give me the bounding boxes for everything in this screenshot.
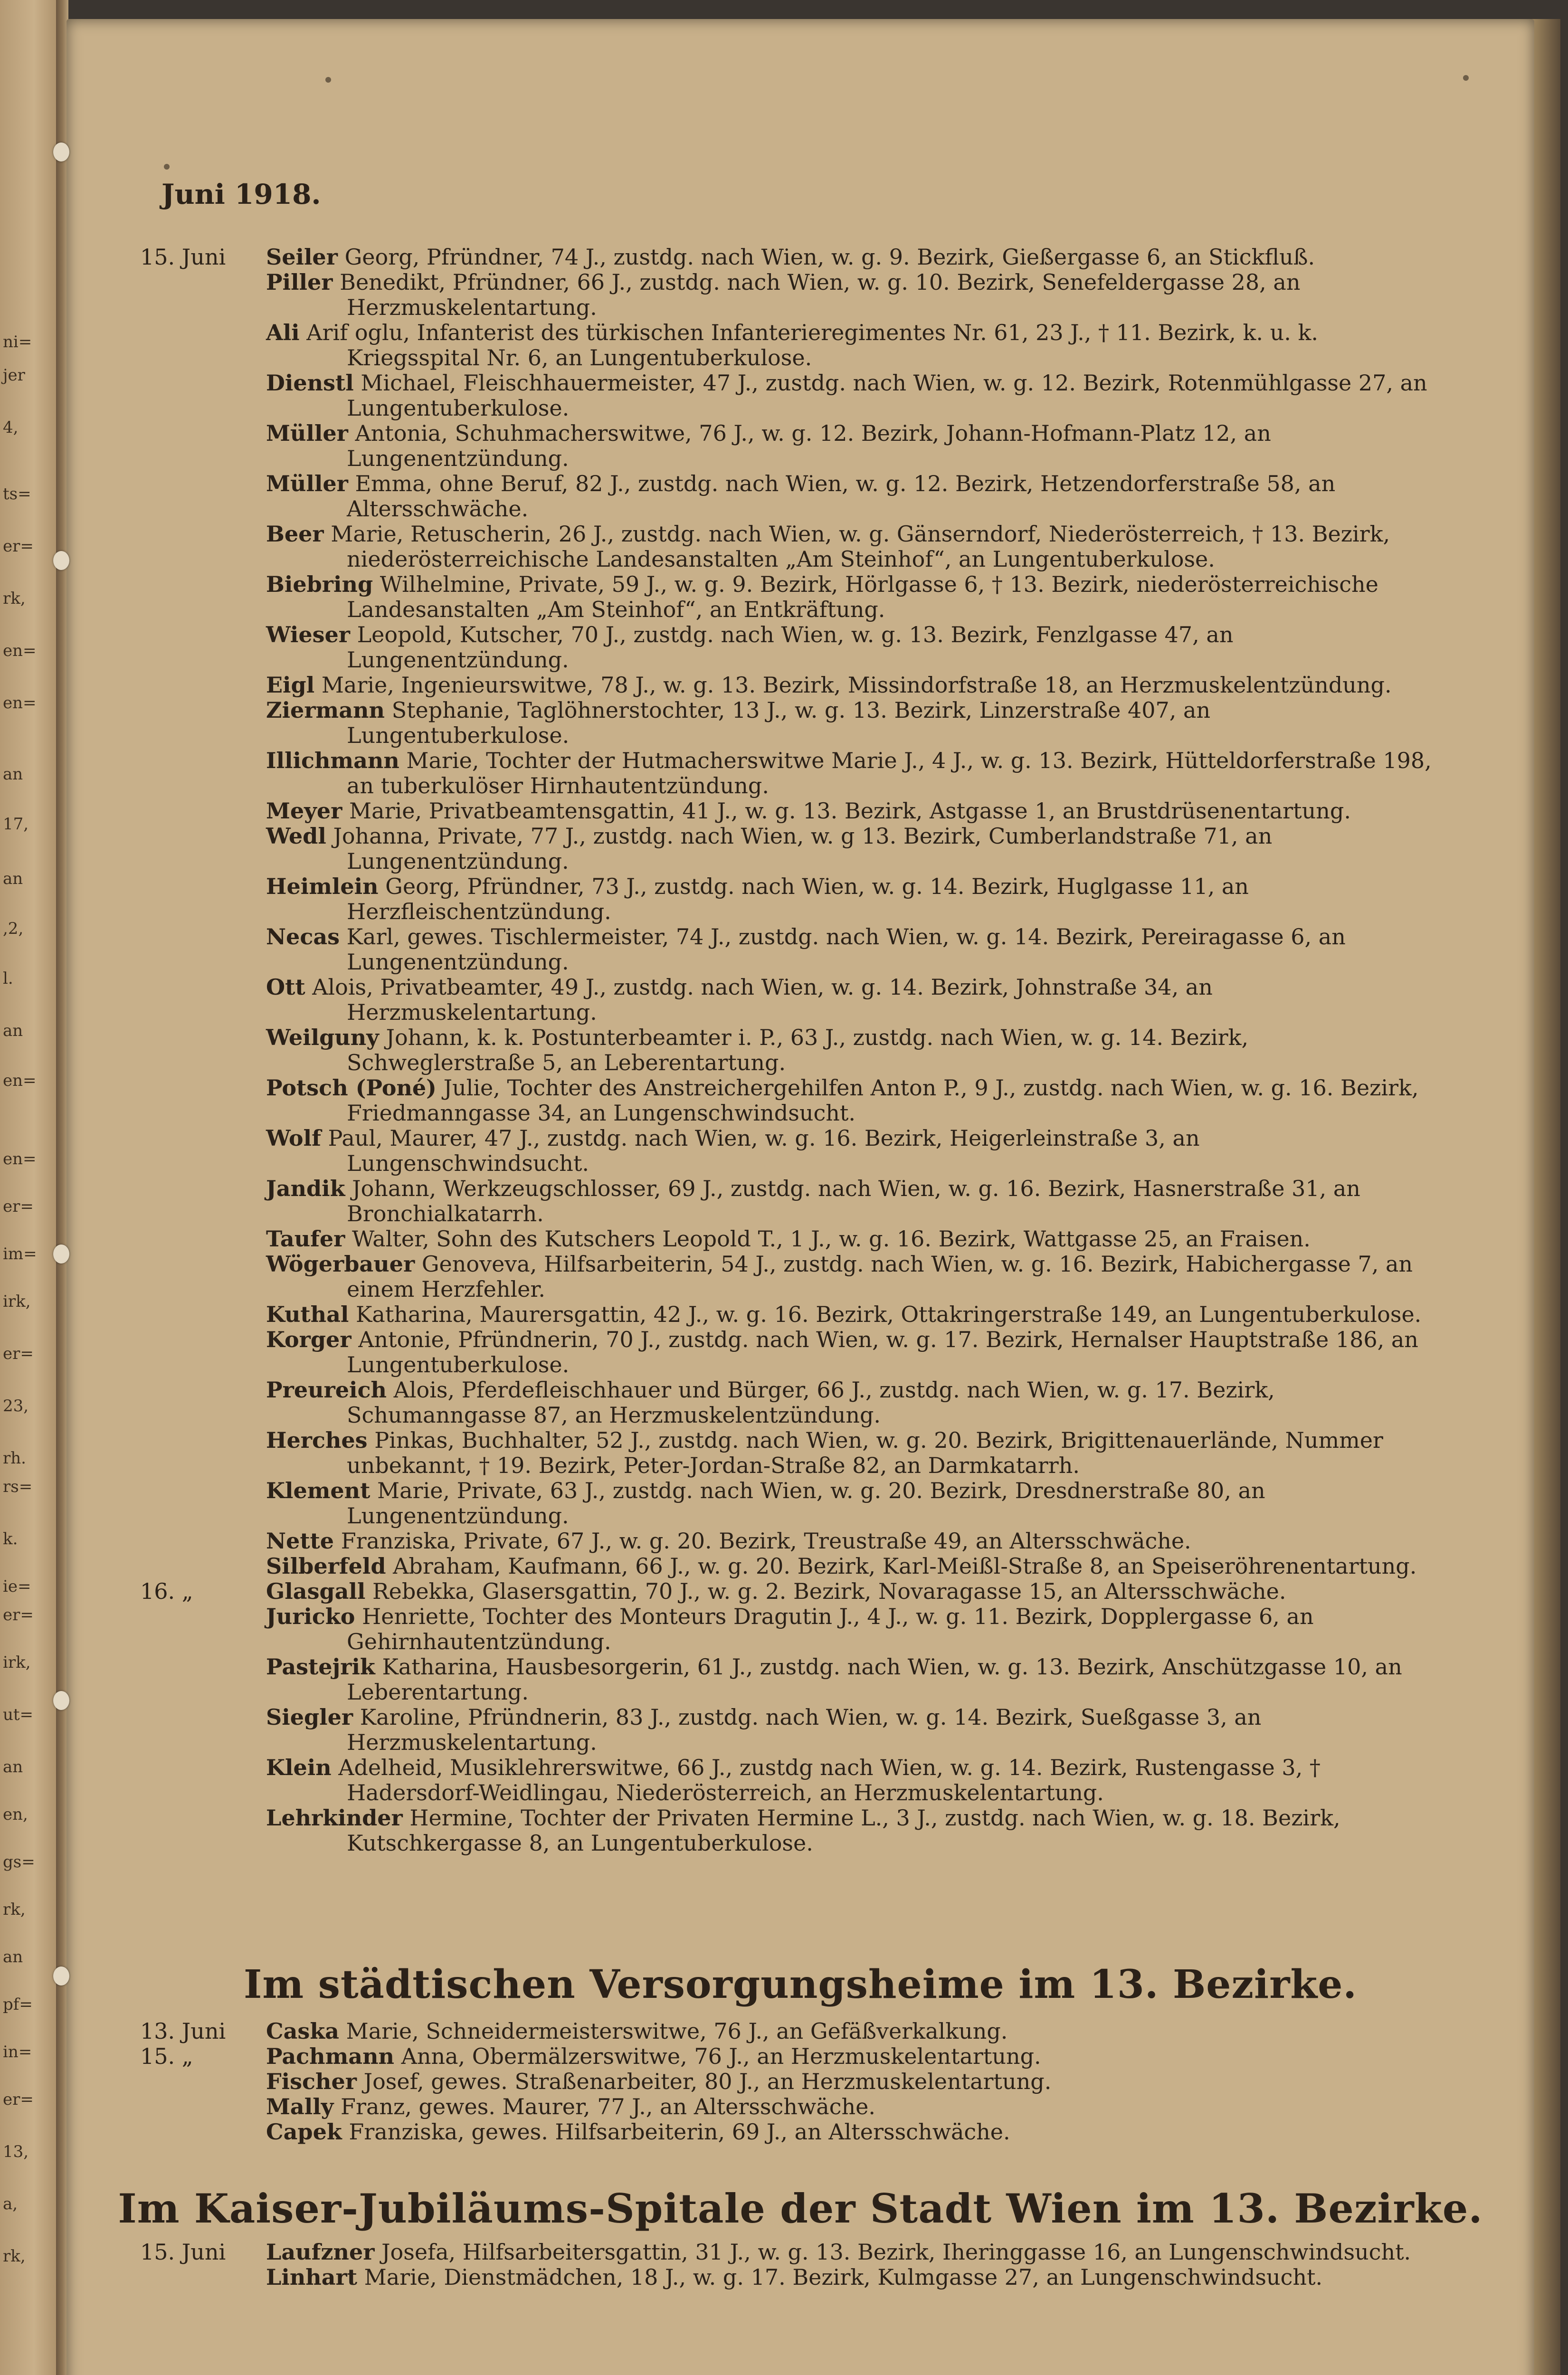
register-entry bbox=[67, 1654, 1534, 1705]
deceased-surname: Taufer bbox=[266, 1226, 345, 1252]
previous-page-fragment: an bbox=[3, 1948, 23, 1966]
entry-details: Franziska, Private, 67 J., w. g. 20. Bezirk, Treustraße 49, an Altersschwäche. bbox=[341, 1528, 1191, 1554]
deceased-surname: Ali bbox=[266, 320, 300, 345]
page-header: Juni 1918. bbox=[162, 178, 321, 210]
register-entry bbox=[67, 2044, 1534, 2069]
entry-text bbox=[266, 1302, 1439, 1327]
entry-date: 13. Juni bbox=[140, 2018, 226, 2044]
entry-text bbox=[266, 2094, 1439, 2119]
deceased-surname: Wedl bbox=[266, 823, 326, 849]
register-entry bbox=[67, 1529, 1534, 1554]
entry-text bbox=[266, 1226, 1439, 1252]
binding-stitch bbox=[53, 142, 69, 162]
deceased-surname: Capek bbox=[266, 2119, 342, 2145]
previous-page-fragment: 17, bbox=[3, 815, 29, 834]
register-entry bbox=[67, 320, 1534, 370]
entry-text bbox=[266, 2044, 1439, 2069]
previous-page-fragment: im= bbox=[3, 1244, 37, 1264]
deceased-surname: Illichmann bbox=[266, 748, 399, 773]
entry-details: Michael, Fleischhauermeister, 47 J., zustdg. nach Wien, w. g. 12. Bezirk, Rotenmühlgasse 27, an Lungentuberkulose. bbox=[347, 370, 1427, 421]
register-entry bbox=[67, 1126, 1534, 1176]
binding-stitch bbox=[53, 551, 69, 570]
entry-details: Stephanie, Taglöhnerstochter, 13 J., w. g. 13. Bezirk, Linzerstraße 407, an Lungentuberkulose. bbox=[347, 697, 1211, 748]
entry-text bbox=[266, 2265, 1439, 2290]
register-entry bbox=[67, 471, 1534, 522]
previous-page-fragment: er= bbox=[3, 537, 34, 556]
deceased-surname: Seiler bbox=[266, 244, 338, 270]
previous-page-strip bbox=[0, 0, 62, 2375]
register-entry bbox=[67, 421, 1534, 471]
entry-details: Marie, Dienstmädchen, 18 J., w. g. 17. Bezirk, Kulmgasse 27, an Lungenschwindsucht. bbox=[364, 2264, 1323, 2290]
entry-text bbox=[266, 1604, 1439, 1654]
deceased-surname: Biebring bbox=[266, 571, 373, 597]
previous-page-fragment: 13, bbox=[3, 2142, 29, 2161]
page-edge bbox=[1532, 19, 1560, 2375]
previous-page-fragment: irk, bbox=[3, 1653, 31, 1672]
deceased-surname: Müller bbox=[266, 420, 348, 446]
entry-text bbox=[266, 1654, 1439, 1705]
register-entry bbox=[67, 622, 1534, 673]
entry-details: Henriette, Tochter des Monteurs Dragutin J., 4 J., w. g. 11. Bezirk, Dopplergasse 6, an Gehirnhautentzündung. bbox=[347, 1604, 1314, 1654]
entry-text bbox=[266, 1428, 1439, 1478]
entry-details: Emma, ohne Beruf, 82 J., zustdg. nach Wien, w. g. 12. Bezirk, Hetzendorferstraße 58, an Altersschwäche. bbox=[347, 471, 1336, 522]
entry-details: Katharina, Hausbesorgerin, 61 J., zustdg. nach Wien, w. g. 13. Bezirk, Anschützgasse 10, an Leberentartung. bbox=[347, 1654, 1402, 1705]
register-entry bbox=[67, 2019, 1534, 2044]
entry-details: Leopold, Kutscher, 70 J., zustdg. nach Wien, w. g. 13. Bezirk, Fenzlgasse 47, an Lungenentzündung. bbox=[347, 622, 1234, 673]
previous-page-fragment: rk, bbox=[3, 1900, 26, 1919]
deceased-surname: Wögerbauer bbox=[266, 1251, 415, 1277]
register-entry bbox=[67, 698, 1534, 748]
death-register-list bbox=[67, 245, 1534, 1856]
previous-page-fragment: jer bbox=[3, 366, 25, 385]
entry-details: Marie, Schneidermeisterswitwe, 76 J., an Gefäßverkalkung. bbox=[346, 2018, 1008, 2044]
entry-text bbox=[266, 320, 1439, 370]
entry-date: 15. Juni bbox=[140, 2239, 226, 2265]
register-entry bbox=[67, 270, 1534, 320]
entry-details: Walter, Sohn des Kutschers Leopold T., 1 J., w. g. 16. Bezirk, Wattgasse 25, an Fraisen. bbox=[352, 1226, 1311, 1252]
binding-stitch bbox=[53, 1966, 69, 1986]
entry-details: Alois, Privatbeamter, 49 J., zustdg. nach Wien, w. g. 14. Bezirk, Johnstraße 34, an Herzmuskelentartung. bbox=[312, 974, 1213, 1025]
register-entry bbox=[67, 1554, 1534, 1579]
entry-details: Alois, Pferdefleischhauer und Bürger, 66 J., zustdg. nach Wien, w. g. 17. Bezirk, Schumanngasse 87, an Herzmuskelentzündung. bbox=[347, 1377, 1275, 1428]
previous-page-fragment: rh. bbox=[3, 1449, 26, 1468]
previous-page-fragment: pf= bbox=[3, 1995, 33, 2014]
previous-page-fragment: ie= bbox=[3, 1577, 31, 1596]
register-entry bbox=[67, 874, 1534, 924]
deceased-surname: Necas bbox=[266, 924, 340, 950]
register-entry bbox=[67, 2119, 1534, 2145]
deceased-surname: Nette bbox=[266, 1528, 334, 1554]
previous-page-fragment: er= bbox=[3, 2090, 34, 2109]
entry-details: Marie, Private, 63 J., zustdg. nach Wien, w. g. 20. Bezirk, Dresdnerstraße 80, an Lungenentzündung. bbox=[347, 1478, 1265, 1529]
previous-page-fragment: an bbox=[3, 765, 23, 784]
entry-details: Antonie, Pfründnerin, 70 J., zustdg. nach Wien, w. g. 17. Bezirk, Hernalser Hauptstraße 186, an Lungentuberkulose. bbox=[347, 1327, 1418, 1378]
deceased-surname: Juricko bbox=[266, 1604, 355, 1629]
entry-details: Karoline, Pfründnerin, 83 J., zustdg. nach Wien, w. g. 14. Bezirk, Sueßgasse 3, an Herzmuskelentartung. bbox=[347, 1704, 1262, 1755]
register-entry bbox=[67, 370, 1534, 421]
register-entry bbox=[67, 1705, 1534, 1755]
spital-list bbox=[67, 2240, 1534, 2290]
register-entry bbox=[67, 798, 1534, 824]
previous-page-fragment: irk, bbox=[3, 1292, 31, 1311]
register-entry bbox=[67, 975, 1534, 1025]
entry-text bbox=[266, 245, 1439, 270]
deceased-surname: Ott bbox=[266, 974, 305, 1000]
previous-page-fragment: 23, bbox=[3, 1396, 29, 1416]
entry-details: Georg, Pfründner, 73 J., zustdg. nach Wien, w. g. 14. Bezirk, Huglgasse 11, an Herzfleischentzündung. bbox=[347, 874, 1249, 924]
register-entry bbox=[67, 2265, 1534, 2290]
binding-stitch bbox=[53, 1691, 69, 1710]
deceased-surname: Meyer bbox=[266, 798, 342, 824]
entry-details: Adelheid, Musiklehrerswitwe, 66 J., zustdg nach Wien, w. g. 14. Bezirk, Rustengasse 3, † Hadersdorf-Weidlingau, Niederösterreich, an Herzmuskelentartung. bbox=[338, 1755, 1321, 1805]
deceased-surname: Siegler bbox=[266, 1704, 353, 1730]
document-page bbox=[67, 19, 1534, 2375]
register-entry bbox=[67, 1226, 1534, 1252]
deceased-surname: Mally bbox=[266, 2094, 334, 2119]
entry-text bbox=[266, 1705, 1439, 1755]
entry-details: Marie, Tochter der Hutmacherswitwe Marie J., 4 J., w. g. 13. Bezirk, Hütteldorferstraße 198, an tuberkulöser Hirnhautentzündung. bbox=[347, 748, 1432, 798]
previous-page-fragment: rs= bbox=[3, 1477, 33, 1496]
section-title-versorgungsheim: Im städtischen Versorgungsheime im 13. Bezirke. bbox=[244, 1962, 1357, 2007]
register-entry bbox=[67, 2069, 1534, 2094]
register-entry bbox=[67, 1302, 1534, 1327]
entry-text bbox=[266, 1805, 1439, 1856]
deceased-surname: Klein bbox=[266, 1755, 332, 1780]
previous-page-fragment: er= bbox=[3, 1606, 34, 1624]
entry-details: Benedikt, Pfründner, 66 J., zustdg. nach Wien, w. g. 10. Bezirk, Senefeldergasse 28, an Herzmuskelentartung. bbox=[340, 269, 1301, 320]
entry-text bbox=[266, 1126, 1439, 1176]
entry-date: 15. „ bbox=[140, 2043, 193, 2069]
previous-page-fragment: en= bbox=[3, 1150, 37, 1168]
previous-page-fragment: rk, bbox=[3, 589, 26, 608]
entry-text bbox=[266, 673, 1439, 698]
register-entry bbox=[67, 1604, 1534, 1654]
entry-details: Pinkas, Buchhalter, 52 J., zustdg. nach Wien, w. g. 20. Bezirk, Brigittenauerlände, Nummer unbekannt, † 19. Bezirk, Peter-Jordan-Straße 82, an Darmkatarrh. bbox=[347, 1427, 1383, 1478]
entry-details: Georg, Pfründner, 74 J., zustdg. nach Wien, w. g. 9. Bezirk, Gießergasse 6, an Stickfluß. bbox=[344, 244, 1315, 270]
entry-date: 16. „ bbox=[140, 1578, 193, 1604]
ink-dot bbox=[164, 164, 170, 170]
previous-page-fragment: an bbox=[3, 1021, 23, 1040]
deceased-surname: Jandik bbox=[266, 1176, 345, 1201]
previous-page-fragment: er= bbox=[3, 1344, 34, 1363]
deceased-surname: Eigl bbox=[266, 672, 315, 698]
previous-page-fragment: en, bbox=[3, 1805, 28, 1824]
entry-text bbox=[266, 1529, 1439, 1554]
deceased-surname: Laufzner bbox=[266, 2239, 375, 2265]
deceased-surname: Fischer bbox=[266, 2069, 357, 2094]
register-entry bbox=[67, 572, 1534, 622]
register-entry bbox=[67, 1579, 1534, 1604]
entry-text bbox=[266, 622, 1439, 673]
entry-text bbox=[266, 1252, 1439, 1302]
section-title-spital: Im Kaiser-Jubiläums-Spitale der Stadt Wien im 13. Bezirke. bbox=[118, 2185, 1483, 2232]
register-entry bbox=[67, 673, 1534, 698]
deceased-surname: Glasgall bbox=[266, 1578, 366, 1604]
register-entry bbox=[67, 1252, 1534, 1302]
entry-text bbox=[266, 522, 1439, 572]
previous-page-fragment: in= bbox=[3, 2042, 32, 2062]
entry-details: Julie, Tochter des Anstreichergehilfen Anton P., 9 J., zustdg. nach Wien, w. g. 16. Bezirk, Friedmanngasse 34, an Lungenschwindsucht. bbox=[347, 1075, 1419, 1126]
entry-text bbox=[266, 1579, 1439, 1604]
entry-text bbox=[266, 270, 1439, 320]
previous-page-fragment: ,2, bbox=[3, 919, 24, 938]
ink-dot bbox=[1463, 75, 1469, 81]
previous-page-fragment: en= bbox=[3, 694, 37, 712]
entry-details: Johann, Werkzeugschlosser, 69 J., zustdg. nach Wien, w. g. 16. Bezirk, Hasnerstraße 31, an Bronchialkatarrh. bbox=[347, 1176, 1360, 1226]
entry-details: Josef, gewes. Straßenarbeiter, 80 J., an Herzmuskelentartung. bbox=[363, 2069, 1052, 2094]
entry-details: Rebekka, Glasersgattin, 70 J., w. g. 2. Bezirk, Novaragasse 15, an Altersschwäche. bbox=[372, 1578, 1286, 1604]
register-entry bbox=[67, 924, 1534, 975]
entry-details: Hermine, Tochter der Privaten Hermine L., 3 J., zustdg. nach Wien, w. g. 18. Bezirk, Kutschkergasse 8, an Lungentuberkulose. bbox=[347, 1805, 1340, 1856]
deceased-surname: Ziermann bbox=[266, 697, 385, 723]
entry-details: Paul, Maurer, 47 J., zustdg. nach Wien, w. g. 16. Bezirk, Heigerleinstraße 3, an Lungenschwindsucht. bbox=[328, 1125, 1200, 1176]
entry-details: Karl, gewes. Tischlermeister, 74 J., zustdg. nach Wien, w. g. 14. Bezirk, Pereiragasse 6, an Lungenentzündung. bbox=[346, 924, 1346, 975]
entry-details: Wilhelmine, Private, 59 J., w. g. 9. Bezirk, Hörlgasse 6, † 13. Bezirk, niederösterreichische Landesanstalten „Am Steinhof“, an Entkräftung. bbox=[347, 571, 1378, 622]
entry-text bbox=[266, 421, 1439, 471]
entry-details: Abraham, Kaufmann, 66 J., w. g. 20. Bezirk, Karl-Meißl-Straße 8, an Speiseröhrenentartung. bbox=[393, 1553, 1417, 1579]
entry-text bbox=[266, 1075, 1439, 1126]
deceased-surname: Piller bbox=[266, 269, 333, 295]
previous-page-fragment: en= bbox=[3, 641, 37, 660]
deceased-surname: Wolf bbox=[266, 1125, 321, 1151]
entry-text bbox=[266, 572, 1439, 622]
previous-page-fragment: ni= bbox=[3, 332, 32, 352]
entry-text bbox=[266, 798, 1439, 824]
deceased-surname: Potsch (Poné) bbox=[266, 1075, 437, 1101]
entry-details: Anna, Obermälzerswitwe, 76 J., an Herzmuskelentartung. bbox=[401, 2043, 1041, 2069]
previous-page-fragment: ts= bbox=[3, 484, 31, 504]
entry-details: Antonia, Schuhmacherswitwe, 76 J., w. g. 12. Bezirk, Johann-Hofmann-Platz 12, an Lungenentzündung. bbox=[347, 420, 1271, 471]
entry-text bbox=[266, 1025, 1439, 1075]
entry-text bbox=[266, 2069, 1439, 2094]
register-entry bbox=[67, 1805, 1534, 1856]
register-entry bbox=[67, 2094, 1534, 2119]
previous-page-fragment: rk, bbox=[3, 2247, 26, 2266]
register-entry bbox=[67, 1755, 1534, 1805]
deceased-surname: Klement bbox=[266, 1478, 371, 1503]
entry-text bbox=[266, 824, 1439, 874]
deceased-surname: Pachmann bbox=[266, 2043, 394, 2069]
entry-text bbox=[266, 2019, 1439, 2044]
register-entry bbox=[67, 245, 1534, 270]
versorgungsheim-list bbox=[67, 2019, 1534, 2145]
register-entry bbox=[67, 1378, 1534, 1428]
entry-details: Josefa, Hilfsarbeitersgattin, 31 J., w. g. 13. Bezirk, Iheringgasse 16, an Lungenschwindsucht. bbox=[381, 2239, 1411, 2265]
entry-text bbox=[266, 1478, 1439, 1529]
entry-text bbox=[266, 370, 1439, 421]
entry-details: Franz, gewes. Maurer, 77 J., an Altersschwäche. bbox=[341, 2094, 875, 2119]
entry-text bbox=[266, 748, 1439, 798]
register-entry bbox=[67, 1025, 1534, 1075]
deceased-surname: Kuthal bbox=[266, 1302, 349, 1327]
register-entry bbox=[67, 1327, 1534, 1378]
entry-details: Arif oglu, Infanterist des türkischen Infanterieregimentes Nr. 61, 23 J., † 11. Bezirk, k. u. k. Kriegsspital Nr. 6, an Lungentuberkulose. bbox=[306, 320, 1318, 370]
register-entry bbox=[67, 2240, 1534, 2265]
deceased-surname: Beer bbox=[266, 521, 324, 547]
entry-text bbox=[266, 874, 1439, 924]
deceased-surname: Dienstl bbox=[266, 370, 354, 396]
register-entry bbox=[67, 1478, 1534, 1529]
previous-page-fragment: an bbox=[3, 1758, 23, 1776]
entry-details: Genoveva, Hilfsarbeiterin, 54 J., zustdg. nach Wien, w. g. 16. Bezirk, Habichergasse 7, an einem Herzfehler. bbox=[347, 1251, 1413, 1302]
register-entry bbox=[67, 522, 1534, 572]
entry-text bbox=[266, 2240, 1439, 2265]
entry-details: Marie, Retuscherin, 26 J., zustdg. nach Wien, w. g. Gänserndorf, Niederösterreich, † 13. Bezirk, niederösterreichische Landesanstalten „Am Steinhof“, an Lungentuberkulose. bbox=[331, 521, 1390, 572]
deceased-surname: Müller bbox=[266, 471, 348, 496]
entry-details: Katharina, Maurersgattin, 42 J., w. g. 16. Bezirk, Ottakringerstraße 149, an Lungentuberkulose. bbox=[356, 1302, 1422, 1327]
ink-dot bbox=[325, 77, 331, 83]
entry-details: Johann, k. k. Postunterbeamter i. P., 63 J., zustdg. nach Wien, w. g. 14. Bezirk, Schweglerstraße 5, an Leberentartung. bbox=[347, 1025, 1249, 1075]
deceased-surname: Linhart bbox=[266, 2264, 357, 2290]
entry-text bbox=[266, 2119, 1439, 2145]
deceased-surname: Lehrkinder bbox=[266, 1805, 403, 1831]
entry-details: Marie, Ingenieurswitwe, 78 J., w. g. 13. Bezirk, Missindorfstraße 18, an Herzmuskelentzündung. bbox=[321, 672, 1392, 698]
entry-text bbox=[266, 1176, 1439, 1226]
register-entry bbox=[67, 748, 1534, 798]
previous-page-fragment: gs= bbox=[3, 1852, 35, 1872]
previous-page-fragment: l. bbox=[3, 969, 13, 988]
register-entry bbox=[67, 1428, 1534, 1478]
entry-text bbox=[266, 924, 1439, 975]
entry-details: Marie, Privatbeamtensgattin, 41 J., w. g. 13. Bezirk, Astgasse 1, an Brustdrüsenentartung. bbox=[349, 798, 1351, 824]
deceased-surname: Korger bbox=[266, 1327, 352, 1352]
previous-page-fragment: k. bbox=[3, 1530, 18, 1548]
deceased-surname: Preureich bbox=[266, 1377, 387, 1403]
deceased-surname: Heimlein bbox=[266, 874, 379, 899]
binding-stitch bbox=[53, 1244, 69, 1264]
entry-text bbox=[266, 471, 1439, 522]
previous-page-fragment: 4, bbox=[3, 418, 19, 437]
register-entry bbox=[67, 824, 1534, 874]
deceased-surname: Weilguny bbox=[266, 1025, 379, 1050]
entry-date: 15. Juni bbox=[140, 244, 226, 270]
previous-page-fragment: ut= bbox=[3, 1705, 34, 1724]
deceased-surname: Silberfeld bbox=[266, 1553, 386, 1579]
deceased-surname: Caska bbox=[266, 2018, 339, 2044]
entry-text bbox=[266, 1378, 1439, 1428]
entry-details: Johanna, Private, 77 J., zustdg. nach Wien, w. g 13. Bezirk, Cumberlandstraße 71, an Lungenentzündung. bbox=[333, 823, 1273, 874]
deceased-surname: Pastejrik bbox=[266, 1654, 375, 1680]
entry-text bbox=[266, 975, 1439, 1025]
previous-page-fragment: er= bbox=[3, 1197, 34, 1216]
deceased-surname: Herches bbox=[266, 1427, 368, 1453]
entry-text bbox=[266, 1755, 1439, 1805]
entry-text bbox=[266, 698, 1439, 748]
entry-details: Franziska, gewes. Hilfsarbeiterin, 69 J., an Altersschwäche. bbox=[349, 2119, 1010, 2145]
register-entry bbox=[67, 1176, 1534, 1226]
deceased-surname: Wieser bbox=[266, 622, 350, 647]
previous-page-fragment: an bbox=[3, 869, 23, 888]
previous-page-fragment: a, bbox=[3, 2194, 18, 2214]
entry-text bbox=[266, 1327, 1439, 1378]
entry-text bbox=[266, 1554, 1439, 1579]
register-entry bbox=[67, 1075, 1534, 1126]
previous-page-fragment: en= bbox=[3, 1071, 37, 1090]
